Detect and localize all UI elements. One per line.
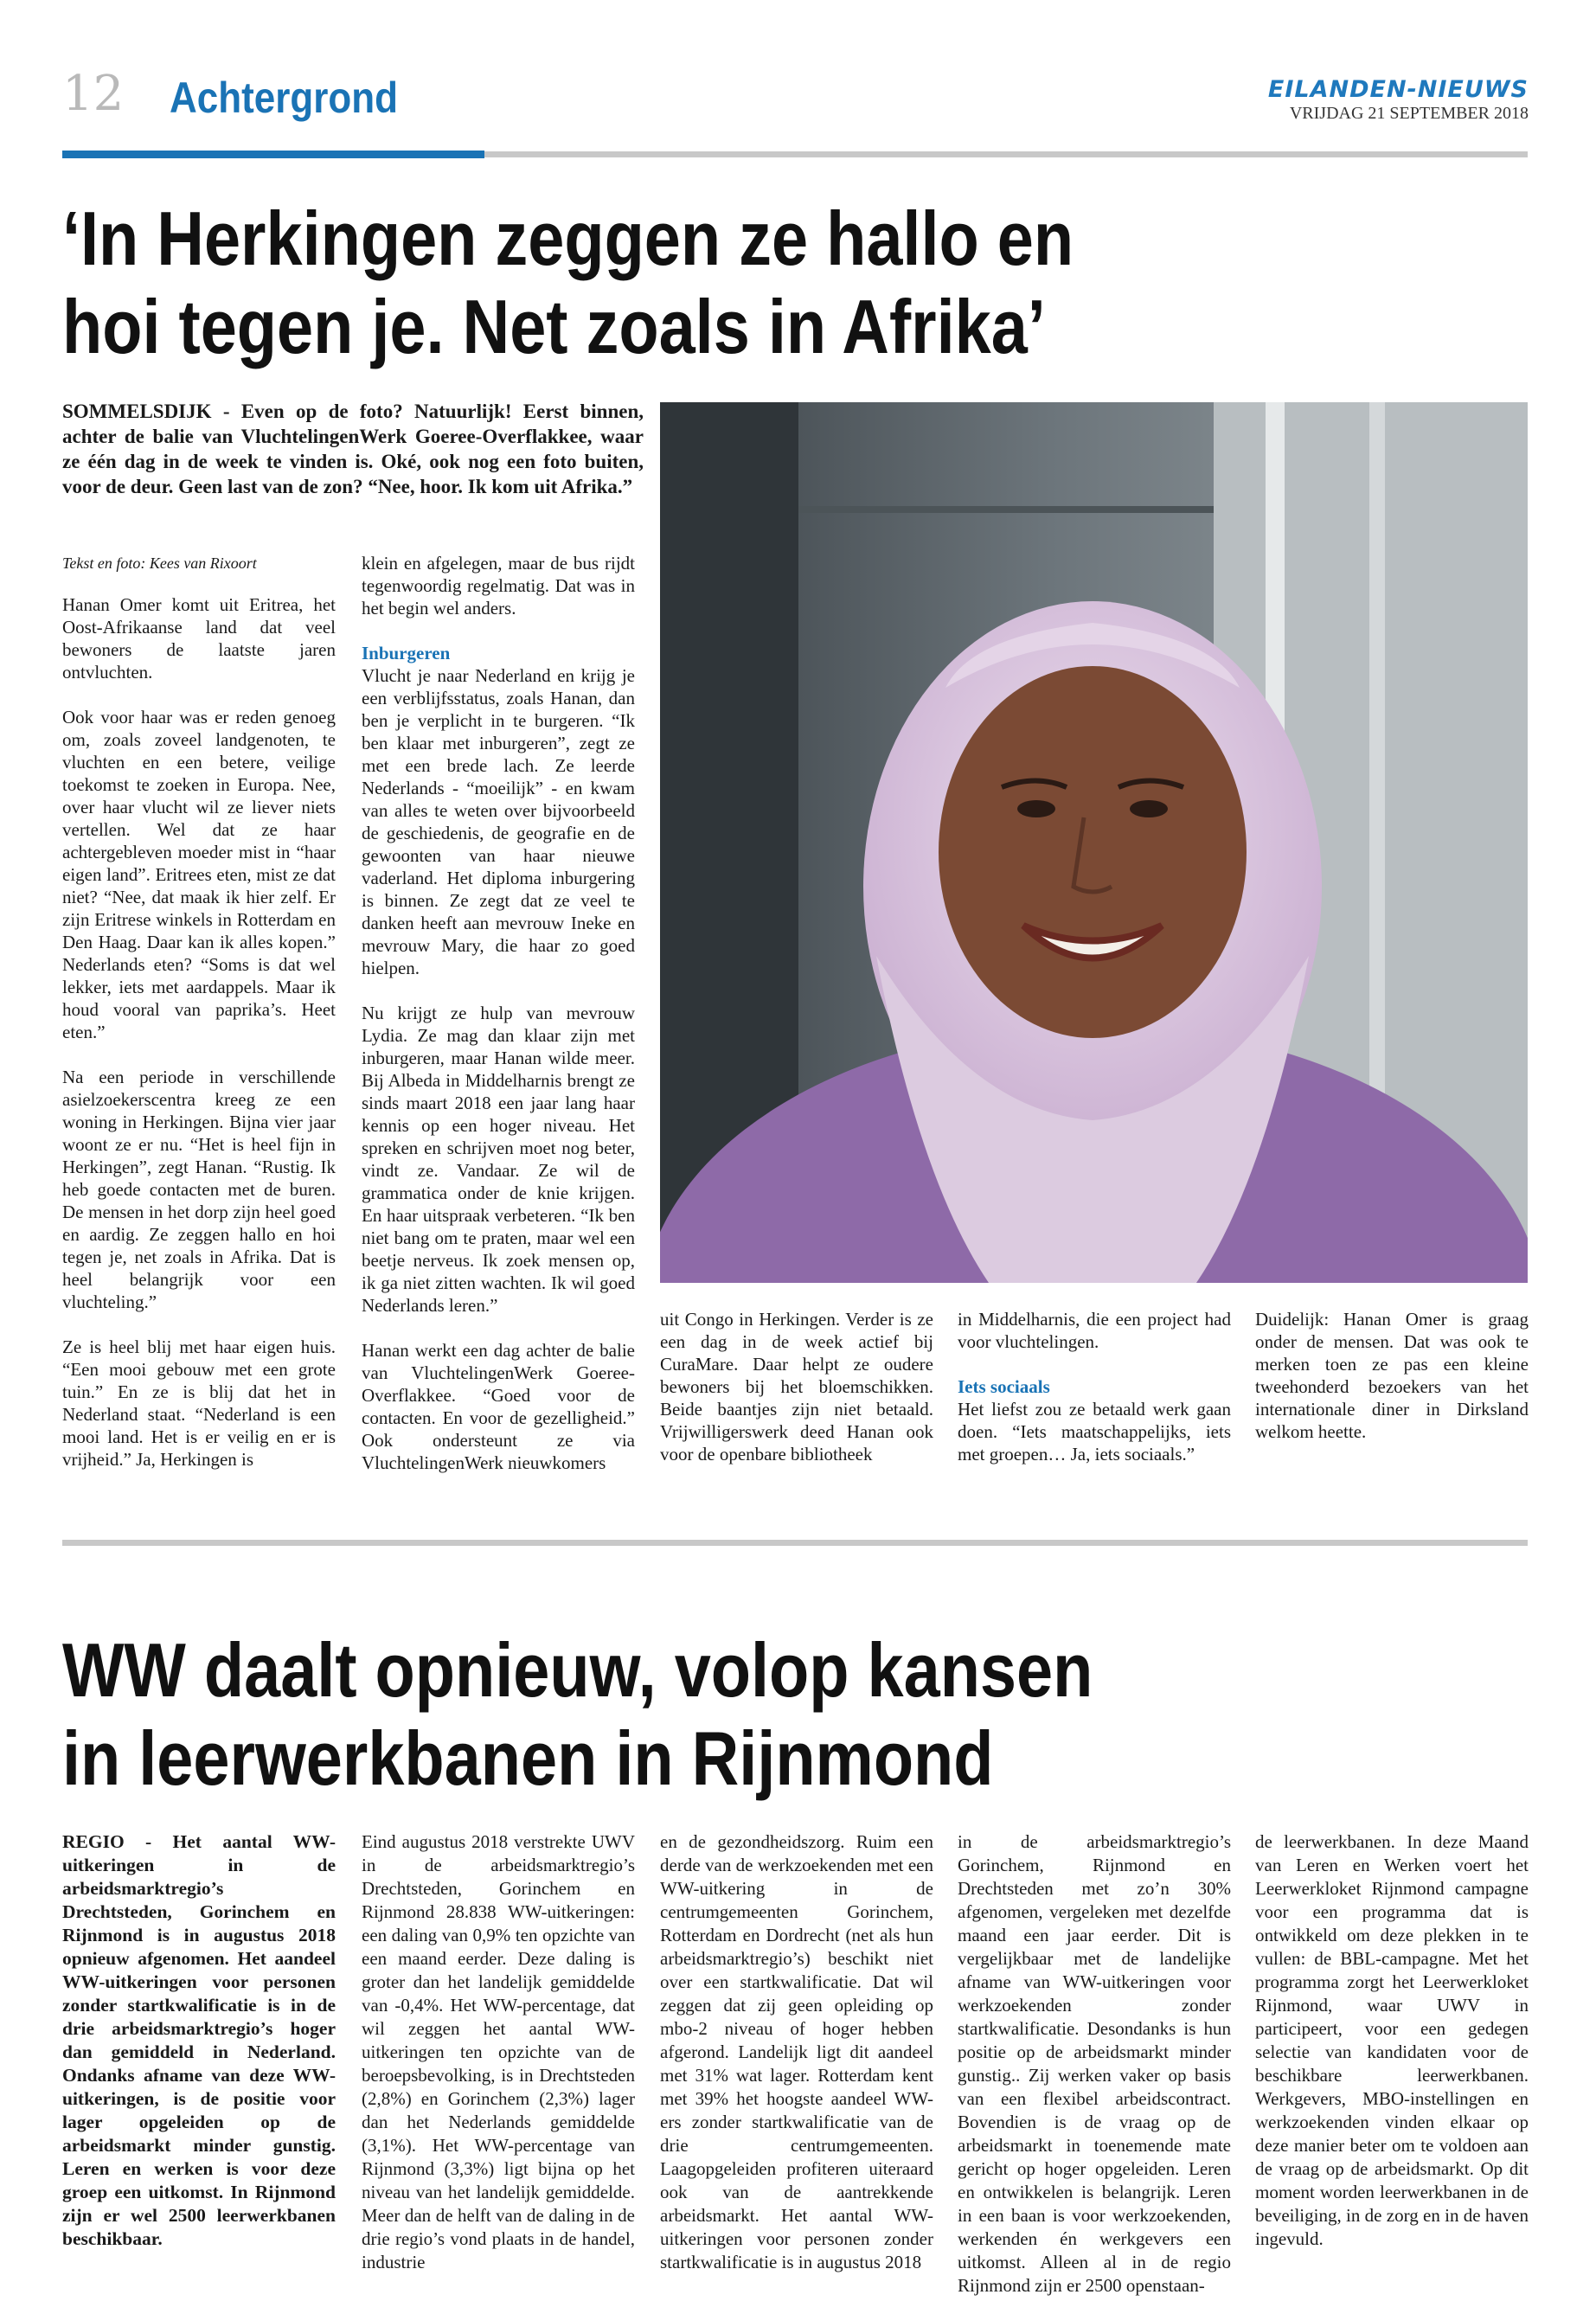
article2-paragraph: Eind augustus 2018 verstrekte UWV in de arbeidsmarktregio’s Drechtsteden, Gorinchem en Rijnmond 28.838 WW-uitkeringen: een daling van 0,9% ten opzichte van een maand eerder. Deze daling is groter dan het landelijk gemiddelde van -0,4%. Het WW-percentage, dat wil zeggen het aantal WW-uitkeringen ten opzichte van de beroepsbevolking, is in Drechtsteden (2,8%) en Gorinchem (2,3%) lager dan het Nederlands gemiddelde (3,1%). Het WW-percentage van Rijnmond (3,3%) ligt bijna op het niveau van het landelijk gemiddelde. Meer dan de helft van de daling in de drie regio’s vond plaats in de handel, industrie <box>362 1831 635 2272</box>
article2-column-2 <box>362 1830 635 2274</box>
article1-column-3 <box>660 1308 933 1488</box>
article1-paragraph: Na een periode in verschillende asielzoekerscentra kreeg ze een woning in Herkingen. Bijna vier jaar woont ze er nu. “Het is heel fijn in Herkingen”, zegt Hanan. “Rustig. Ik heb goede contacten met de buren. De mensen in het dorp zijn heel goed en aardig. Ze zeggen hallo en hoi tegen je, net zoals in Afrika. Dat is heel belangrijk voor een vluchteling.” <box>62 1067 336 1312</box>
article2-paragraph: in de arbeidsmarktregio’s Gorinchem, Rijnmond en Drechtsteden met zo’n 30% afgenomen, vergeleken met dezelfde maand een jaar eerder. Dit is vergelijkbaar met de landelijke afname van WW-uitkeringen voor werkzoekenden zonder startkwalificatie. Desondanks is hun positie op de arbeidsmarkt minder gunstig.. Zij werken vaker op basis van een flexibel arbeidscontract. Bovendien is de vraag op de arbeidsmarkt in toenemende mate gericht op hoger opgeleiden. Leren en ontwikkelen is belangrijk. Leren in een baan is voor werkzoekenden, werkenden én werkgevers een uitkomst. Alleen al in de regio Rijnmond zijn er 2500 openstaan- <box>958 1831 1231 2296</box>
portrait-photo <box>660 402 1528 1283</box>
subheading-inburgeren: Inburgeren <box>362 643 451 663</box>
article1-paragraph: Ze is heel blij met haar eigen huis. “Een mooi gebouw met een grote tuin.” En ze is blij dat het in Nederland staat. “Nederland is een mooi land. Het is er veilig en er is vrijheid.” Ja, Herkingen is <box>62 1336 336 1470</box>
article1-paragraph: Het liefst zou ze betaald werk gaan doen. “Iets maatschappelijks, iets met groepen… Ja, iets sociaals.” <box>958 1399 1231 1465</box>
article2-headline-line2: in leerwerkbanen in Rijnmond <box>62 1715 994 1801</box>
header-divider-accent <box>62 151 484 158</box>
article2-headline-line1: WW daalt opnieuw, volop kansen <box>62 1627 1093 1713</box>
article2-column-4 <box>958 1830 1231 2298</box>
newspaper-logo: EILANDEN-NIEUWS <box>1267 76 1529 103</box>
article1-paragraph: in Middelharnis, die een project had voor vluchtelingen. <box>958 1309 1231 1352</box>
page-number: 12 <box>62 66 125 122</box>
article2-paragraph: en de gezondheidszorg. Ruim een derde van de werkzoekenden met een WW-uitkering in de centrumgemeenten Gorinchem, Rotterdam en Dordrecht (net als hun arbeidsmarktregio’s) beschikt niet over een startkwalificatie. Dat wil zeggen dat zij geen opleiding op mbo-2 niveau of hoger hebben afgerond. Landelijk ligt dit aandeel met 31% wat lager. Rotterdam kent met 39% het hoogste aandeel WW-ers zonder startkwalificatie van de drie centrumgemeenten. Laagopgeleiden profiteren uiteraard ook van de aantrekkende arbeidsmarkt. Het aantal WW-uitkeringen voor personen zonder startkwalificatie is in augustus 2018 <box>660 1831 933 2272</box>
photo-credit: Tekst en foto: Kees van Rixoort <box>62 554 257 572</box>
article1-paragraph: klein en afgelegen, maar de bus rijdt tegenwoordig regelmatig. Dat was in het begin wel anders. <box>362 553 635 619</box>
article1-column-4 <box>958 1308 1231 1488</box>
article1-paragraph: Duidelijk: Hanan Omer is graag onder de mensen. Dat was ook te merken toen ze pas een kleine tweehonderd bezoekers van het internationale diner in Dirksland welkom heette. <box>1255 1309 1529 1442</box>
article2-paragraph: de leerwerkbanen. In deze Maand van Leren en Werken voert het Leerwerkloket Rijnmond campagne voor een programma dat is ontwikkeld om deze plekken in te vullen: de BBL-campagne. Met het programma zorgt het Leerwerkloket Rijnmond, waar UWV in participeert, voor een gedegen selectie van kandidaten voor de beschikbare leerwerkbanen. Werkgevers, MBO-instellingen en werkzoekenden vinden elkaar op deze manier beter om te voldoen aan de vraag op de arbeidsmarkt. Op dit moment worden leerwerkbanen in de beveiliging, in de zorg en in de haven ingevuld. <box>1255 1831 1529 2249</box>
article1-column-1 <box>62 552 336 1493</box>
article-divider <box>62 1540 1528 1546</box>
article2-lead <box>62 1830 336 2251</box>
article1-paragraph: Nu krijgt ze hulp van mevrouw Lydia. Ze mag dan klaar zijn met inburgeren, maar Hanan wilde meer. Bij Albeda in Middelharnis brengt ze sinds maart 2018 een jaar lang haar kennis op een hoger niveau. Het spreken en schrijven moet nog beter, vindt ze. Vandaar. Ze wil de grammatica onder de knie krijgen. En haar uitspraak verbeteren. “Ik ben niet bang om te praten, maar wel een beetje nerveus. Ik zoek mensen op, ik ga niet zitten wachten. Ik wil goed Nederlands leren.” <box>362 1003 635 1316</box>
article1-paragraph: Hanan Omer komt uit Eritrea, het Oost-Afrikaanse land dat veel bewoners de laatste jaren ontvluchten. <box>62 594 336 683</box>
article1-paragraph: uit Congo in Herkingen. Verder is ze een dag in de week actief bij CuraMare. Daar helpt ze oudere bewoners bij het bloemschikken. Beide baantjes zijn niet betaald. Vrijwilligerswerk deed Hanan ook voor de openbare bibliotheek <box>660 1309 933 1465</box>
portrait-illustration <box>660 402 1528 1283</box>
article1-headline-line1: ‘In Herkingen zeggen ze hallo en <box>62 195 1074 281</box>
subheading-iets-sociaals: Iets sociaals <box>958 1376 1050 1397</box>
issue-date: VRIJDAG 21 SEPTEMBER 2018 <box>1289 104 1529 123</box>
article1-paragraph: Vlucht je naar Nederland en krijg je een verblijfsstatus, zoals Hanan, dan ben je verplicht in te burgeren. “Ik ben klaar met inburgeren”, zegt ze met een brede lach. Ze leerde Nederlands - “moeilijk” - en kwam van alles te weten over bijvoorbeeld de geschiedenis, de geografie en de gewoonten van haar nieuwe vaderland. Het diploma inburgering is binnen. Ze zegt dat ze veel te danken heeft aan mevrouw Ineke en mevrouw Mary, die haar zo goed hielpen. <box>362 665 635 978</box>
article2-lead-text: REGIO - Het aantal WW-uitkeringen in de arbeidsmarktregio’s Drechtsteden, Gorinchem en Rijnmond is in augustus 2018 opnieuw afgenomen. Het aandeel WW-uitkeringen voor personen zonder startkwalificatie is in de drie arbeidsmarktregio’s hoger dan gemiddeld in Nederland. Ondanks afname van deze WW-uitkeringen, is de positie voor lager opgeleiden op de arbeidsmarkt minder gunstig. Leren en werken is voor deze groep een uitkomst. In Rijnmond zijn er wel 2500 leerwerkbanen beschikbaar. <box>62 1831 336 2249</box>
article1-column-2 <box>362 552 635 1497</box>
article1-column-5 <box>1255 1308 1529 1465</box>
article2-column-3 <box>660 1830 933 2274</box>
article1-lead: SOMMELSDIJK - Even op de foto? Natuurlijk! Eerst binnen, achter de balie van VluchtelingenWerk Goeree-Overflakkee, waar ze één dag in de week te vinden is. Oké, ook nog een foto buiten, voor de deur. Geen last van de zon? “Nee, hoor. Ik kom uit Afrika.” <box>62 401 644 497</box>
article1-paragraph: Ook voor haar was er reden genoeg om, zoals zoveel landgenoten, te vluchten en een betere, veilige toekomst te zoeken in Europa. Nee, over haar vlucht wil ze liever niets vertellen. Wel dat ze haar achtergebleven moeder mist in “haar eigen land”. Eritrees eten, mist ze dat niet? “Nee, dat maak ik hier zelf. Er zijn Eritrese winkels in Rotterdam en Den Haag. Daar kan ik alles kopen.” Nederlands eten? “Soms is dat wel lekker, iets met aardappels. Maar ik houd vooral van paprika’s. Heet eten.” <box>62 707 336 1042</box>
section-title: Achtergrond <box>170 74 398 122</box>
article1-headline-line2: hoi tegen je. Net zoals in Afrika’ <box>62 284 1046 369</box>
article1-paragraph: Hanan werkt een dag achter de balie van VluchtelingenWerk Goeree-Overflakkee. “Goed voor de contacten. En voor de gezelligheid.” Ook ondersteunt ze via VluchtelingenWerk nieuwkomers <box>362 1340 635 1473</box>
article2-column-5 <box>1255 1830 1529 2251</box>
